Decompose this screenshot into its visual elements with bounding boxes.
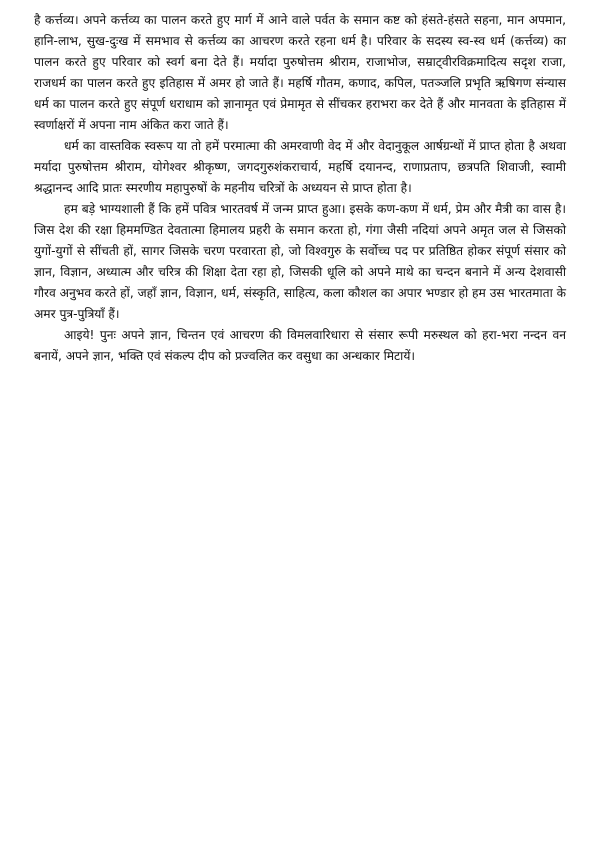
paragraph-3: हम बड़े भाग्यशाली हैं कि हमें पवित्र भारतवर्ष में जन्म प्राप्त हुआ। इसके कण-कण में धर्म, प्रेम और मैत्री का वास है। जिस देश की रक्षा हिममण्डित देवतात्मा हिमालय प्रहरी के समान करता हो, गंगा जैसी नदियां अपने अमृत जल से जिसको युगों-युगों से सींचती हों, सागर जिसके चरण परवारता हो, जो विश्वगुरु के सर्वोच्च पद पर प्रतिष्ठित होकर संपूर्ण संसार को ज्ञान, विज्ञान, अध्यात्म और चरित्र की शिक्षा देता रहा हो, जिसकी धूलि को अपने माथे का चन्दन बनाने में अन्य देशवासी गौरव अनुभव करते हों, जहाँ ज्ञान, विज्ञान, धर्म, संस्कृति, साहित्य, कला कौशल का अपार भण्डार हो हम उस भारतमाता के अमर पुत्र-पुत्रियाँ हैं।: [34, 202, 566, 321]
body-text: [34, 10, 566, 367]
paragraph-2: धर्म का वास्तविक स्वरूप या तो हमें परमात्मा की अमरवाणी वेद में और वेदानुकूल आर्षग्रन्थों में प्राप्त होता है अथवा मर्यादा पुरुषोत्तम श्रीराम, योगेश्वर श्रीकृष्ण, जगदगुरुशंकराचार्य, महर्षि दयानन्द, राणाप्रताप, छत्रपति शिवाजी, स्वामी श्रद्धानन्द आदि प्रातः स्मरणीय महापुरुषों के महनीय चरित्रों के अध्ययन से प्राप्त होता है।: [34, 139, 566, 195]
paragraph-1: है कर्त्तव्य। अपने कर्त्तव्य का पालन करते हुए मार्ग में आने वाले पर्वत के समान कष्ट को हंसते-हंसते सहना, मान अपमान, हानि-लाभ, सुख-दुःख में समभाव से कर्त्तव्य का आचरण करते रहना धर्म है। परिवार के सदस्य स्व-स्व धर्म (कर्त्तव्य) का पालन करते हुए परिवार को स्वर्ग बना देते हैं। मर्यादा पुरुषोत्तम श्रीराम, राजाभोज, सम्राट्वीरविक्रमादित्य सदृश राजा, राजधर्म का पालन करते हुए इतिहास में अमर हो जाते हैं। महर्षि गौतम, कणाद, कपिल, पतञ्जलि प्रभृति ऋषिगण संन्यास धर्म का पालन करते हुए संपूर्ण धराधाम को ज्ञानामृत एवं प्रेमामृत से सींचकर हराभरा कर देते हैं और मानवता के इतिहास में स्वर्णाक्षरों में अपना नाम अंकित करा जाते हैं।: [34, 13, 566, 132]
paragraph-4: आइये! पुनः अपने ज्ञान, चिन्तन एवं आचरण की विमलवारिधारा से संसार रूपी मरुस्थल को हरा-भरा नन्दन वन बनायें, अपने ज्ञान, भक्ति एवं संकल्प दीप को प्रज्वलित कर वसुधा का अन्धकार मिटायें।: [34, 328, 566, 363]
